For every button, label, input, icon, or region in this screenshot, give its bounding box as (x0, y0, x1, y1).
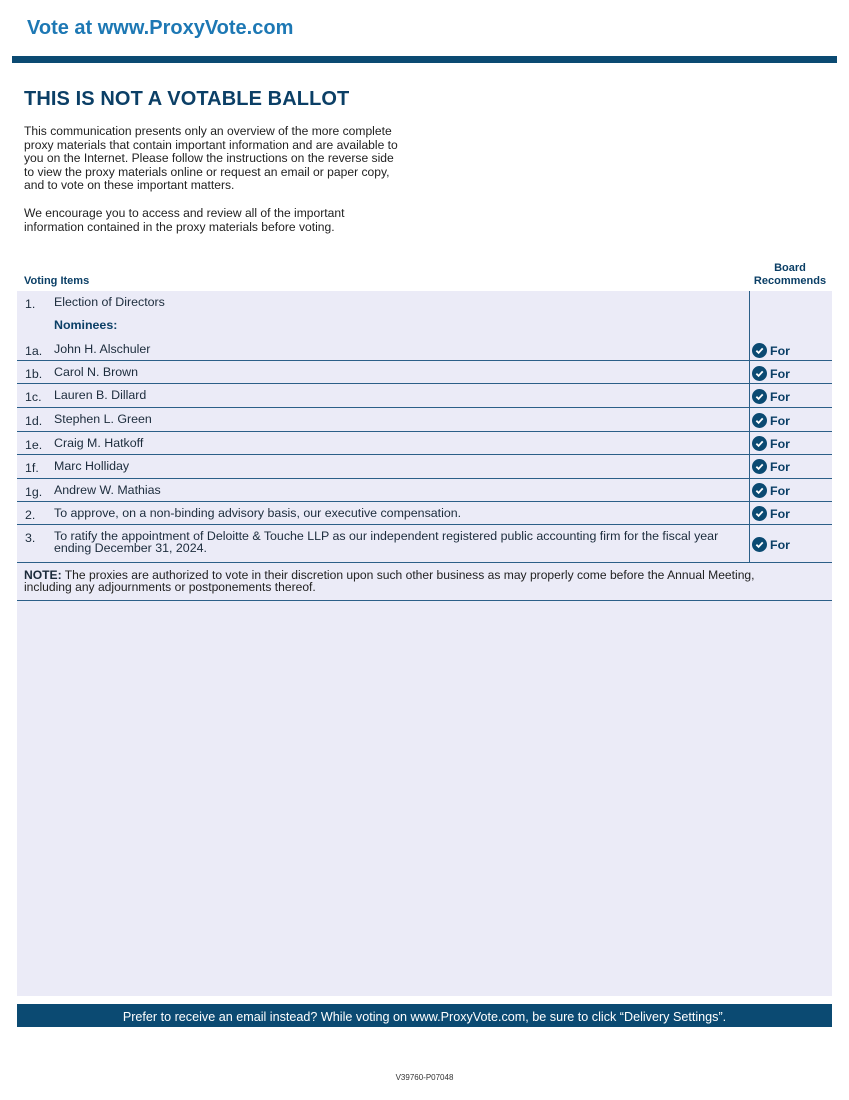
item-number: 1b. (25, 367, 43, 381)
table-row (17, 525, 832, 563)
recommendation-label: For (770, 343, 790, 358)
proxyvote-link[interactable]: Vote at www.ProxyVote.com (27, 17, 294, 39)
delivery-settings-banner: Prefer to receive an email instead? While voting on www.ProxyVote.com, be sure to click “Delivery Settings”. (17, 1004, 832, 1027)
recommendation-label: For (770, 459, 790, 474)
item-number: 2. (25, 508, 36, 522)
nominees-label: Nominees: (54, 318, 118, 332)
intro-text (24, 125, 404, 234)
check-circle-icon (752, 436, 767, 451)
recommendation-badge (752, 537, 790, 552)
item-text: Craig M. Hatkoff (54, 436, 144, 450)
recommendation-badge (752, 343, 790, 358)
table-row (17, 384, 832, 408)
item-text: Election of Directors (54, 295, 165, 309)
recommendation-badge (752, 389, 790, 404)
note-text (24, 569, 784, 593)
check-circle-icon (752, 413, 767, 428)
table-row (17, 408, 832, 432)
item-text: John H. Alschuler (54, 342, 151, 356)
voting-items-header: Voting Items (24, 275, 90, 287)
check-circle-icon (752, 389, 767, 404)
item-number: 1e. (25, 438, 43, 452)
item-number: 1. (25, 297, 36, 311)
table-row (17, 432, 832, 455)
page-title: THIS IS NOT A VOTABLE BALLOT (24, 88, 350, 110)
check-circle-icon (752, 506, 767, 521)
intro-paragraph-1: This communication presents only an overview of the more complete proxy materials that contain important information and are available to you on the Internet. Please follow the instructions on the reverse side to view the proxy materials online or request an email or paper copy, and to vote on these important matters. (24, 124, 398, 193)
item-text: Stephen L. Green (54, 412, 152, 426)
check-circle-icon (752, 366, 767, 381)
note-divider (17, 600, 832, 601)
check-circle-icon (752, 537, 767, 552)
item-number: 1g. (25, 485, 43, 499)
board-header-line1: Board (774, 262, 806, 274)
recommendation-badge (752, 436, 790, 451)
recommendation-badge (752, 366, 790, 381)
item-number: 1a. (25, 344, 43, 358)
recommendation-badge (752, 413, 790, 428)
recommendation-label: For (770, 413, 790, 428)
item-text: Carol N. Brown (54, 365, 139, 379)
check-circle-icon (752, 459, 767, 474)
item-text: Andrew W. Mathias (54, 483, 161, 497)
item-number: 1f. (25, 461, 39, 475)
table-row (17, 479, 832, 502)
table-row (17, 338, 832, 361)
recommendation-badge (752, 483, 790, 498)
board-header-line2: Recommends (753, 274, 827, 287)
board-recommends-header (750, 262, 830, 287)
item-number: 3. (25, 531, 36, 545)
recommendation-label: For (770, 436, 790, 451)
item-number: 1c. (25, 390, 42, 404)
check-circle-icon (752, 483, 767, 498)
note-label: NOTE: (24, 568, 62, 582)
recommendation-label: For (770, 389, 790, 404)
item-text: Lauren B. Dillard (54, 388, 147, 402)
table-row (17, 502, 832, 525)
header-divider (12, 56, 837, 63)
table-row (17, 361, 832, 384)
recommendation-label: For (770, 483, 790, 498)
item-number: 1d. (25, 414, 43, 428)
recommendation-badge (752, 459, 790, 474)
nominees-row (17, 320, 832, 334)
recommendation-label: For (770, 537, 790, 552)
table-row (17, 455, 832, 479)
item-text: Marc Holliday (54, 459, 130, 473)
election-of-directors-row (17, 297, 832, 311)
item-text: To ratify the appointment of Deloitte & Touche LLP as our independent registered public accounting firm for the fiscal year ending December 31, 2024. (54, 529, 719, 555)
recommendation-label: For (770, 366, 790, 381)
intro-paragraph-2: We encourage you to access and review all of the important information contained in the proxy materials before voting. (24, 205, 345, 234)
check-circle-icon (752, 343, 767, 358)
recommendation-label: For (770, 506, 790, 521)
note-body: The proxies are authorized to vote in their discretion upon such other business as may properly come before the Annual Meeting, including any adjournments or postponements thereof. (24, 568, 755, 594)
item-text: To approve, on a non-binding advisory basis, our executive compensation. (54, 506, 462, 520)
recommendation-badge (752, 506, 790, 521)
document-code: V39760-P07048 (395, 1073, 454, 1082)
